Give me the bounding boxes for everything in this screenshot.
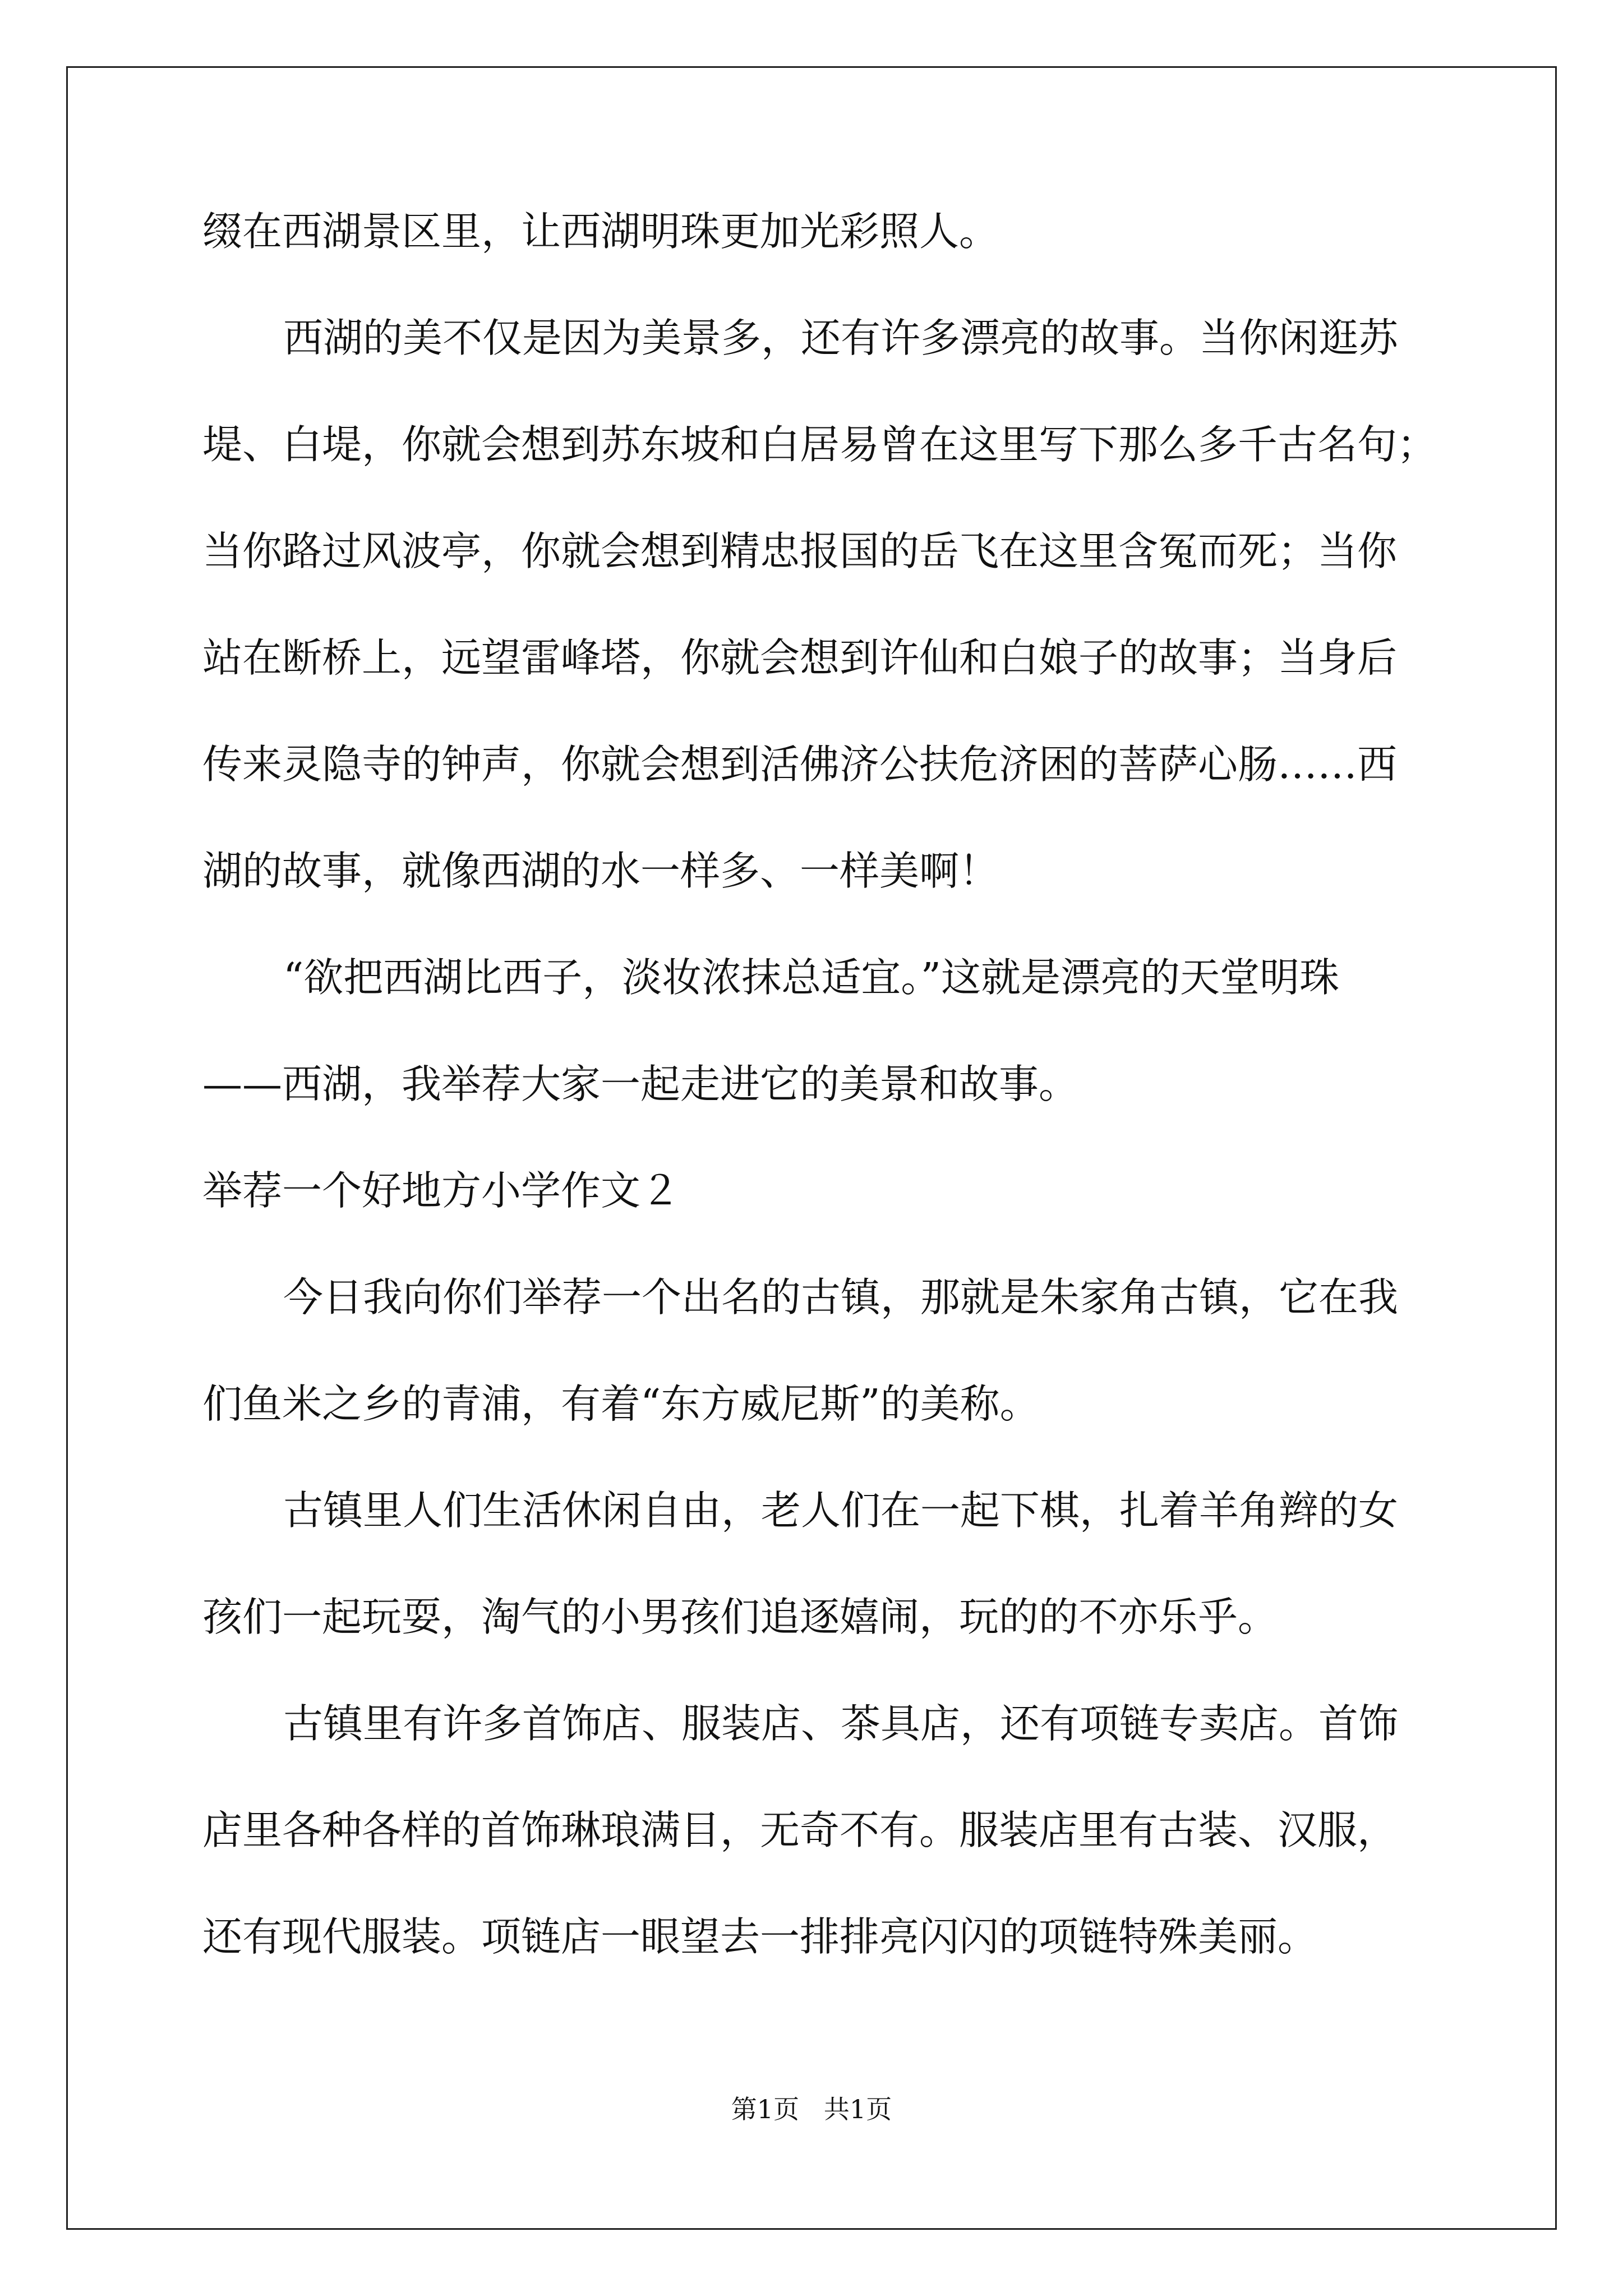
text-line: 湖的故事，就像西湖的水一样多、一样美啊！	[202, 848, 999, 894]
text-line: 缀在西湖景区里，让西湖明珠更加光彩照人。	[202, 208, 999, 255]
text-line: 当你路过风波亭，你就会想到精忠报国的岳飞在这里含冤而死；当你	[202, 528, 1398, 574]
section-heading: 举荐一个好地方小学作文２	[202, 1167, 681, 1214]
text-line: 站在断桥上，远望雷峰塔，你就会想到许仙和白娘子的故事；当身后	[202, 634, 1398, 681]
page-number-label: 第1页 共1页	[731, 2094, 892, 2124]
paragraph-start: 古镇里人们生活休闲自由，老人们在一起下棋，扎着羊角辫的女	[283, 1487, 1399, 1534]
paragraph-start: 今日我向你们举荐一个出名的古镇，那就是朱家角古镇，它在我	[283, 1274, 1399, 1320]
quote-paragraph-start: “欲把西湖比西子，淡妆浓抹总适宜。”这就是漂亮的天堂明珠	[283, 954, 1340, 1001]
text-line: 店里各种各样的首饰琳琅满目，无奇不有。服装店里有古装、汉服，	[202, 1807, 1398, 1853]
text-line: 传来灵隐寺的钟声，你就会想到活佛济公扶危济困的菩萨心肠……西	[202, 741, 1398, 788]
text-line: 堤、白堤，你就会想到苏东坡和白居易曾在这里写下那么多千古名句；	[202, 421, 1437, 468]
page-border	[66, 66, 1557, 2230]
page-footer	[0, 2092, 1623, 2126]
paragraph-start: 西湖的美不仅是因为美景多，还有许多漂亮的故事。当你闲逛苏	[283, 315, 1399, 361]
paragraph-start: 古镇里有许多首饰店、服装店、茶具店，还有项链专卖店。首饰	[283, 1700, 1399, 1747]
text-line: ——西湖，我举荐大家一起走进它的美景和故事。	[202, 1061, 1079, 1107]
text-line: 孩们一起玩耍，淘气的小男孩们追逐嬉闹，玩的的不亦乐乎。	[202, 1594, 1278, 1640]
text-line: 们鱼米之乡的青浦，有着“东方威尼斯”的美称。	[202, 1381, 1040, 1427]
text-line: 还有现代服装。项链店一眼望去一排排亮闪闪的项链特殊美丽。	[202, 1913, 1318, 1960]
